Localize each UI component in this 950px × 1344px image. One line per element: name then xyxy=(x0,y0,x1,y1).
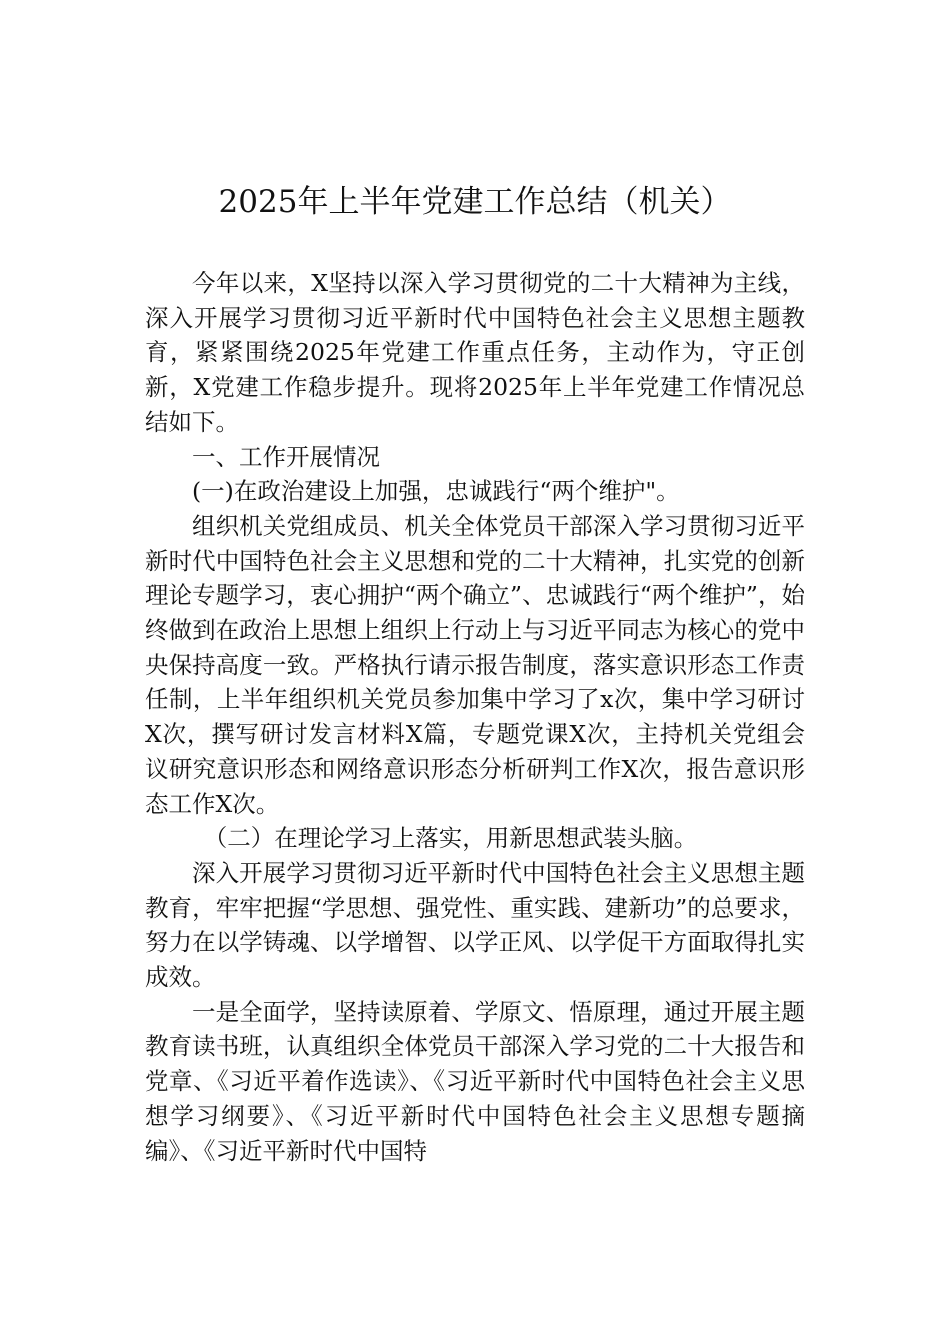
subsection-heading-1: (一)在政治建设上加强，忠诚践行“两个维护"。 xyxy=(192,477,680,506)
body-paragraph-political: 组织机关党组成员、机关全体党员干部深入学习贯彻习近平新时代中国特色社会主义思想和党的二十大精神，扎实党的创新理论专题学习，衷心拥护“两个确立”、忠诚践行“两个维护”，始终做到在政治上思想上组织上行动上与习近平同志为核心的党中央保持高度一致。严格执行请示报告制度，落实意识形态工作责任制，上半年组织机关党员参加集中学习了x次，集中学习研讨X次，撰写研讨发言材料X篇，专题党课X次，主持机关党组会议研究意识形态和网络意识形态分析研判工作X次，报告意识形态工作X次。 xyxy=(145,511,805,818)
body-paragraph-theory: 深入开展学习贯彻习近平新时代中国特色社会主义思想主题教育，牢牢把握“学思想、强党性、重实践、建新功”的总要求，努力在以学铸魂、以学增智、以学正风、以学促干方面取得扎实成效。 xyxy=(145,858,805,992)
body-paragraph-study: 一是全面学，坚持读原着、学原文、悟原理，通过开展主题教育读书班，认真组织全体党员干部深入学习党的二十大报告和党章、《习近平着作选读》、《习近平新时代中国特色社会主义思想学习纲要》、《习近平新时代中国特色社会主义思想专题摘编》、《习近平新时代中国特 xyxy=(145,997,805,1165)
document-title: 2025年上半年党建工作总结（机关） xyxy=(218,184,732,220)
section-heading-1: 一、工作开展情况 xyxy=(192,442,380,471)
intro-paragraph: 今年以来，X坚持以深入学习贯彻党的二十大精神为主线，深入开展学习贯彻习近平新时代中国特色社会主义思想主题教育，紧紧围绕2025年党建工作重点任务，主动作为，守正创新，X党建工作稳步提升。现将2025年上半年党建工作情况总结如下。 xyxy=(145,269,805,436)
subsection-heading-2: （二）在理论学习上落实，用新思想武装头脑。 xyxy=(203,824,698,853)
document-body xyxy=(145,266,805,1168)
